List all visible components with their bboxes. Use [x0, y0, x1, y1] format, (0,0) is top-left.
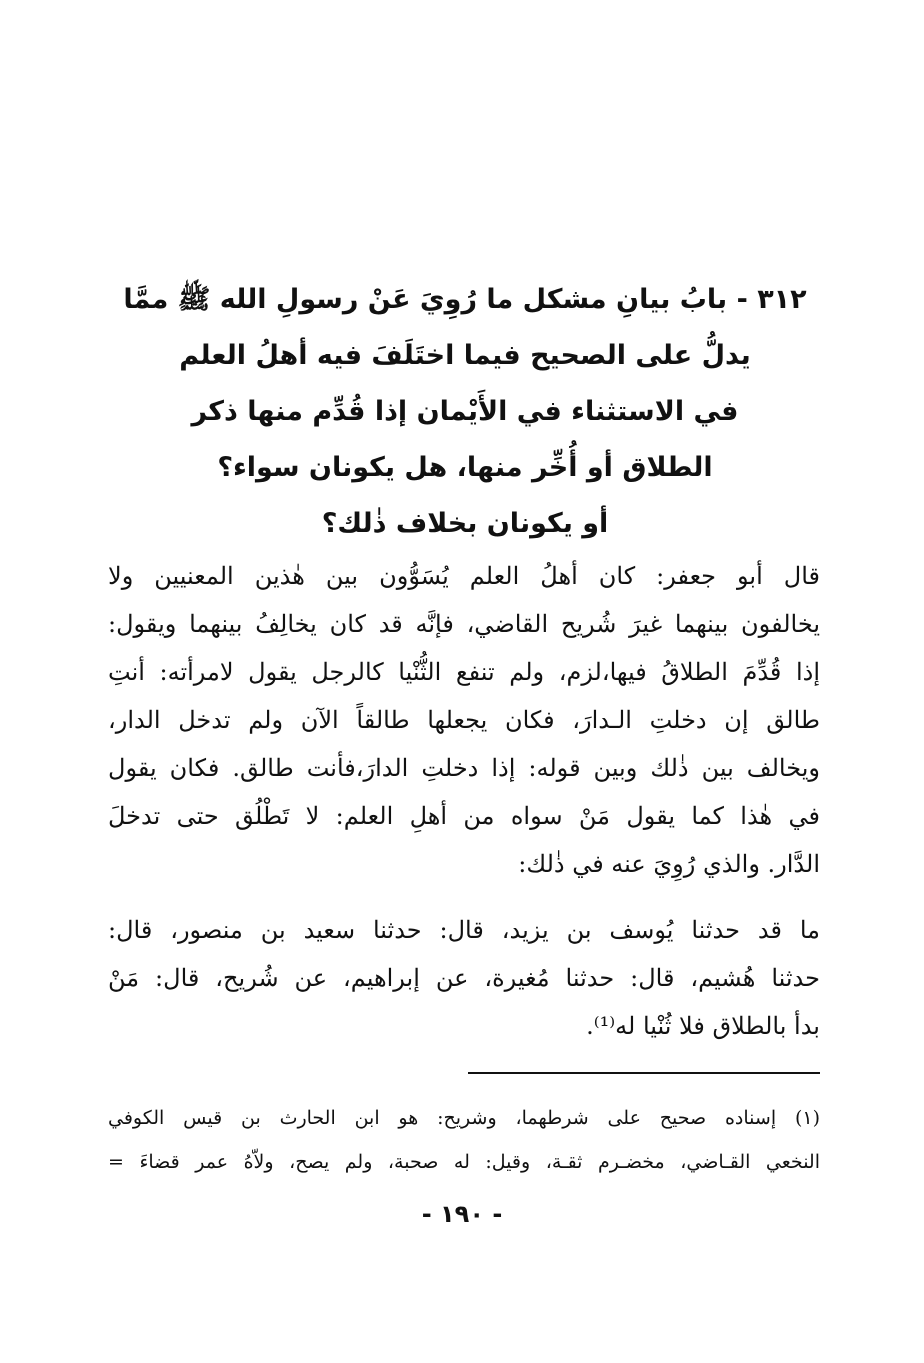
paragraph-line: طالق إن دخلتِ الـدارَ، فكان يجعلها طالقاً الآن ولم تدخل الدار، — [108, 706, 820, 734]
paragraph-line: يخالفون بينهما غيرَ شُريح القاضي، فإنَّه قد كان يخالِفُ بينهما ويقول: — [108, 610, 821, 638]
paragraph-line: الدَّار. والذي رُوِيَ عنه في ذٰلك: — [518, 850, 820, 878]
heading-line: يدلُّ على الصحيح فيما اختَلَفَ فيه أهلُ العلم — [179, 340, 751, 371]
paragraph-line: في هٰذا كما يقول مَنْ سواه من أهلِ العلم: لا تَطْلُق حتى تدخلَ — [108, 802, 820, 830]
footnote-divider — [468, 1072, 820, 1074]
page-number: - ١٩٠ - — [421, 1200, 503, 1228]
chapter-heading — [110, 272, 820, 552]
heading-line: الطلاق أو أُخِّر منها، هل يكونان سواء؟ — [217, 452, 713, 483]
paragraph-line: بدأ بالطلاق فلا ثُنْيا له⁽¹⁾. — [586, 1012, 820, 1040]
paragraph-line: ويخالف بين ذٰلك وبين قوله: إذا دخلتِ الدارَ،فأنت طالق. فكان يقول — [108, 754, 820, 782]
body-paragraph-2 — [108, 906, 820, 1050]
heading-line: في الاستثناء في الأَيْمان إذا قُدِّم منها ذكر — [191, 396, 739, 427]
paragraph-line: قال أبو جعفر: كان أهلُ العلم يُسَوُّون بين هٰذين المعنيين ولا — [108, 562, 820, 590]
footnote-line: (١) إسناده صحيح على شرطهما، وشريح: هو ابن الحارث بن قيس الكوفي — [108, 1107, 820, 1129]
footnote-line: النخعي القـاضي، مخضـرم ثقـة، وقيل: له صحبة، ولم يصح، ولاّهُ عمر قضاءَ = — [108, 1151, 820, 1173]
heading-line: ٣١٢ - بابُ بيانِ مشكل ما رُوِيَ عَنْ رسولِ الله ﷺ ممَّا — [123, 284, 807, 315]
body-paragraph-1 — [108, 552, 820, 888]
paragraph-line: ما قد حدثنا يُوسف بن يزيد، قال: حدثنا سعيد بن منصور، قال: — [108, 916, 821, 944]
paragraph-line: حدثنا هُشيم، قال: حدثنا مُغيرة، عن إبراهيم، عن شُريح، قال: مَنْ — [108, 964, 820, 992]
heading-line: أو يكونان بخلاف ذٰلك؟ — [321, 508, 609, 539]
footnotes — [108, 1096, 820, 1184]
paragraph-line: إذا قُدِّمَ الطلاقُ فيها،لزم، ولم تنفع الثُّنْيا كالرجل يقول لامرأته: أنتِ — [108, 658, 820, 686]
